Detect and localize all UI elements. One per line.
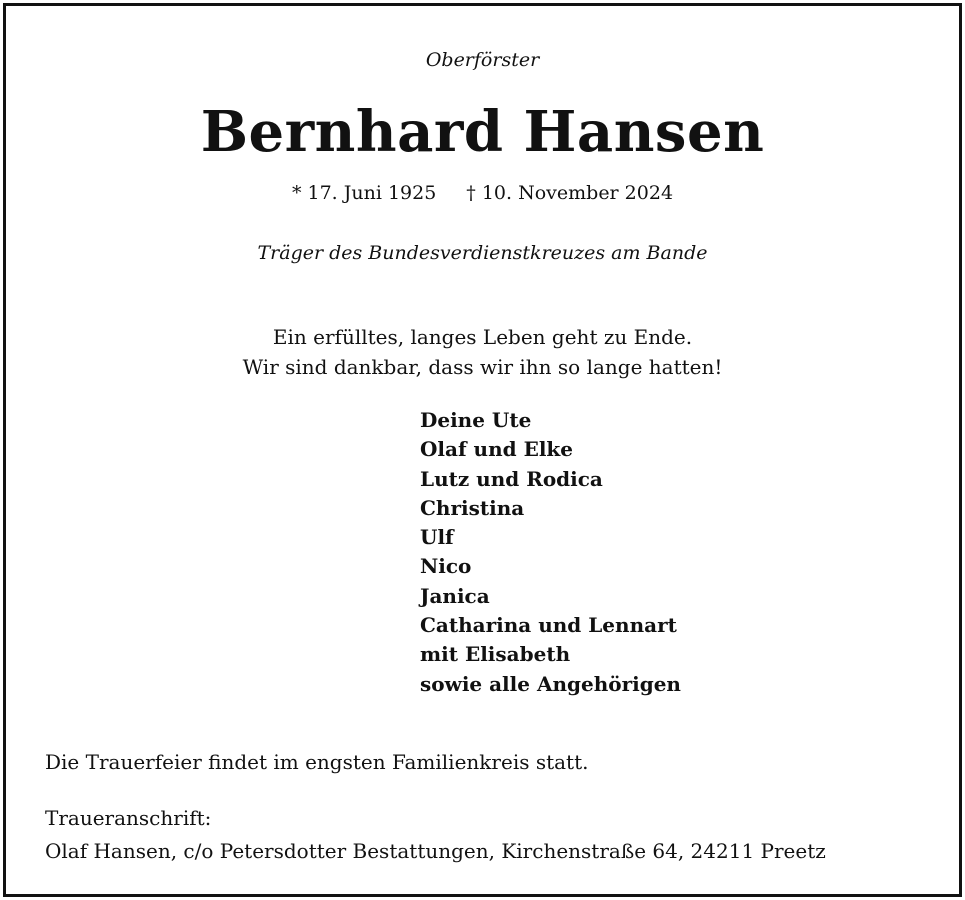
address-label: Traueranschrift: (45, 806, 212, 830)
birth-date: * 17. Juni 1925 (291, 182, 437, 204)
mourner-entry: Janica (420, 583, 490, 608)
mourner-entry: sowie alle Angehörigen (420, 671, 681, 696)
mourner-entry: Lutz und Rodica (420, 466, 603, 491)
mourner-entry: Olaf und Elke (420, 437, 573, 462)
profession-title: Oberförster (425, 49, 540, 71)
verse-line-1: Ein erfülltes, langes Leben geht zu Ende. (272, 325, 693, 349)
obituary-frame (3, 3, 962, 897)
mourners-list (420, 406, 681, 699)
honor-line: Träger des Bundesverdienstkreuzes am Bande (257, 242, 708, 264)
life-dates (6, 182, 959, 204)
mourner-entry: Nico (420, 554, 472, 579)
mourner-entry: Deine Ute (420, 408, 532, 432)
mourner-entry: mit Elisabeth (420, 642, 571, 667)
service-notice: Die Trauerfeier findet im engsten Familienkreis statt. (45, 750, 589, 774)
death-date: † 10. November 2024 (466, 182, 674, 204)
address-text: Olaf Hansen, c/o Petersdotter Bestattungen, Kirchenstraße 64, 24211 Preetz (45, 839, 826, 863)
mourner-entry: Christina (420, 495, 525, 520)
mourner-entry: Catharina und Lennart (420, 613, 677, 638)
deceased-name: Bernhard Hansen (200, 99, 765, 165)
mourning-address-block (45, 802, 826, 868)
memorial-verse (6, 322, 959, 382)
mourner-entry: Ulf (420, 525, 454, 550)
verse-line-2: Wir sind dankbar, dass wir ihn so lange hatten! (242, 355, 723, 379)
